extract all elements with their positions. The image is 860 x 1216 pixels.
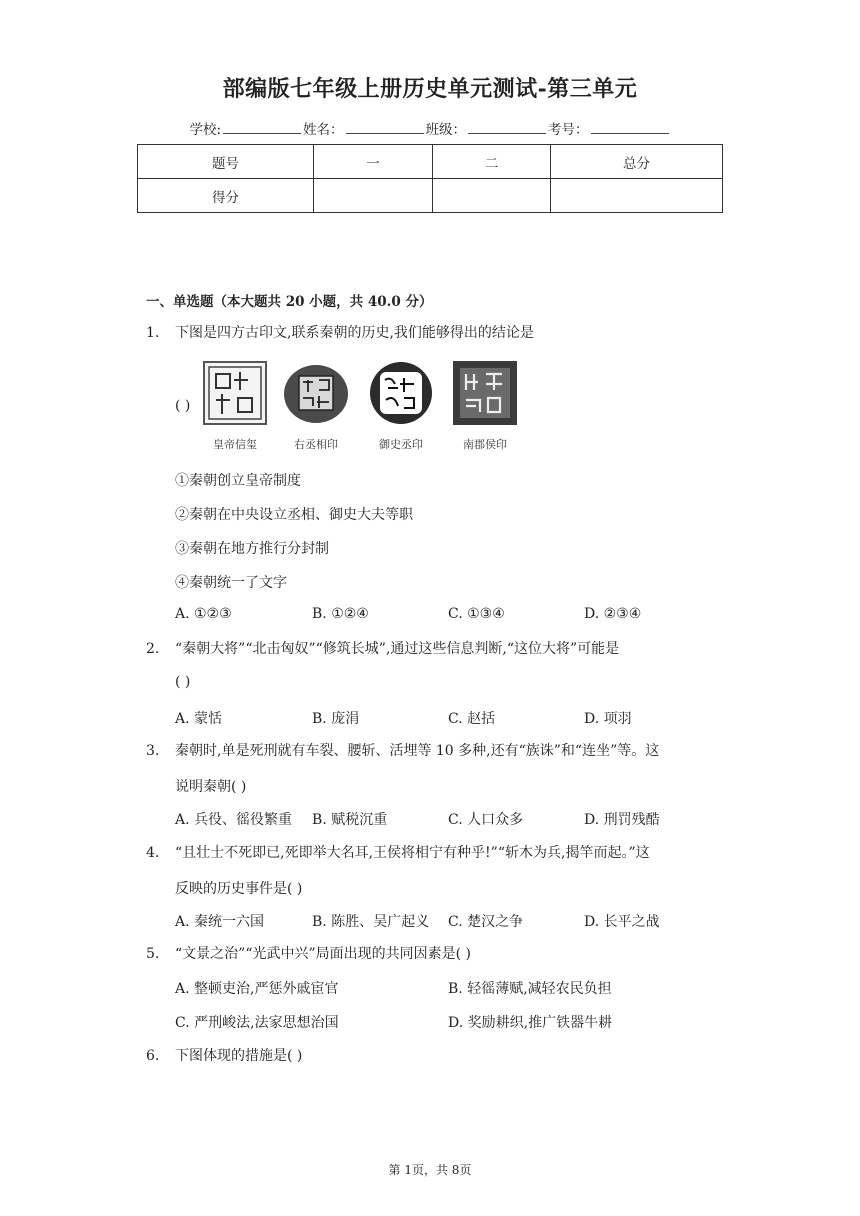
name-label: 姓名：: [303, 122, 344, 138]
score-header-cell: 二: [433, 145, 551, 179]
option-d[interactable]: D. 长平之战: [584, 914, 660, 930]
option-c[interactable]: C. ①③④: [448, 606, 505, 622]
question-text: “文景之治”“光武中兴”局面出现的共同因素是( ): [175, 946, 472, 962]
statement: ③秦朝在地方推行分封制: [175, 541, 329, 557]
score-row-label: 得分: [138, 179, 314, 213]
option-d[interactable]: D. 刑罚残酷: [584, 812, 660, 828]
question-text-continued: 说明秦朝( ): [175, 779, 247, 795]
seal-caption: 御史丞印: [379, 438, 423, 451]
document-title: 部编版七年级上册历史单元测试-第三单元: [222, 76, 638, 102]
score-header-cell: 一: [314, 145, 433, 179]
statement: ④秦朝统一了文字: [175, 575, 287, 591]
option-c[interactable]: C. 人口众多: [448, 812, 524, 828]
option-d[interactable]: D. ②③④: [584, 606, 642, 622]
option-b[interactable]: B. 陈胜、吴广起义: [312, 914, 430, 930]
option-b[interactable]: B. 赋税沉重: [312, 812, 388, 828]
class-blank[interactable]: [468, 121, 546, 134]
seal-caption: 右丞相印: [294, 438, 338, 451]
score-table-header-row: [138, 145, 723, 179]
seal-image-2: [283, 360, 349, 426]
score-cell[interactable]: [314, 179, 433, 213]
question-text-continued: ( ): [175, 674, 191, 690]
option-a[interactable]: A. 整顿吏治,严惩外戚宦官: [175, 981, 339, 997]
option-c[interactable]: C. 严刑峻法,法家思想治国: [175, 1015, 339, 1031]
question-text: “且壮士不死即已,死即举大名耳,王侯将相宁有种乎!”“斩木为兵,揭竿而起。”这: [175, 845, 650, 861]
option-c[interactable]: C. 赵括: [448, 711, 496, 727]
option-a[interactable]: A. 兵役、徭役繁重: [175, 812, 293, 828]
section-heading: 一、单选题（本大题共 20 小题，共 40.0 分）: [146, 294, 433, 310]
page-footer: 第 1页，共 8页: [388, 1163, 472, 1177]
option-a[interactable]: A. 秦统一六国: [175, 914, 265, 930]
statement: ①秦朝创立皇帝制度: [175, 473, 301, 489]
class-label: 班级：: [425, 122, 467, 138]
question-number: 3.: [146, 743, 160, 759]
score-header-cell: 题号: [138, 145, 314, 179]
question-text: 下图体现的措施是( ): [175, 1048, 303, 1064]
student-info-line: [0, 118, 860, 138]
score-table-score-row: [138, 179, 723, 213]
option-b[interactable]: B. 庞涓: [312, 711, 360, 727]
statement: ②秦朝在中央设立丞相、御史大夫等职: [175, 507, 413, 523]
question-number: 5.: [146, 946, 160, 962]
name-blank[interactable]: [346, 121, 424, 134]
question-text: 下图是四方古印文,联系秦朝的历史,我们能够得出的结论是: [175, 325, 534, 341]
seal-caption: 皇帝信玺: [213, 438, 257, 451]
exam-no-blank[interactable]: [591, 121, 669, 134]
question-number: 4.: [146, 845, 160, 861]
option-c[interactable]: C. 楚汉之争: [448, 914, 524, 930]
school-label: 学校:: [189, 122, 222, 138]
option-b[interactable]: B. 轻徭薄赋,减轻农民负担: [448, 981, 612, 997]
seal-caption: 南郡侯印: [463, 438, 507, 451]
score-cell[interactable]: [551, 179, 723, 213]
exam-no-label: 考号：: [548, 122, 589, 138]
question-text: “秦朝大将”“北击匈奴”“修筑长城”,通过这些信息判断,“这位大将”可能是: [175, 641, 620, 657]
seal-image-4: [452, 360, 518, 426]
option-b[interactable]: B. ①②④: [312, 606, 369, 622]
question-text: 秦朝时,单是死刑就有车裂、腰斩、活埋等 10 多种,还有“族诛”和“连坐”等。这: [175, 743, 660, 759]
question-number: 6.: [146, 1048, 160, 1064]
seal-image-1: [202, 360, 268, 426]
option-d[interactable]: D. 项羽: [584, 711, 632, 727]
score-header-cell: 总分: [551, 145, 723, 179]
option-d[interactable]: D. 奖励耕织,推广铁器牛耕: [448, 1015, 613, 1031]
score-table: [137, 144, 723, 213]
score-cell[interactable]: [433, 179, 551, 213]
seal-images: [198, 360, 534, 456]
question-number: 2.: [146, 641, 160, 657]
seal-image-3: [368, 360, 434, 426]
question-1-paren: ( ): [175, 398, 191, 414]
question-number: 1.: [146, 325, 160, 341]
option-a[interactable]: A. 蒙恬: [175, 711, 223, 727]
option-a[interactable]: A. ①②③: [175, 606, 232, 622]
question-text-continued: 反映的历史事件是( ): [175, 881, 303, 897]
school-blank[interactable]: [223, 121, 301, 134]
